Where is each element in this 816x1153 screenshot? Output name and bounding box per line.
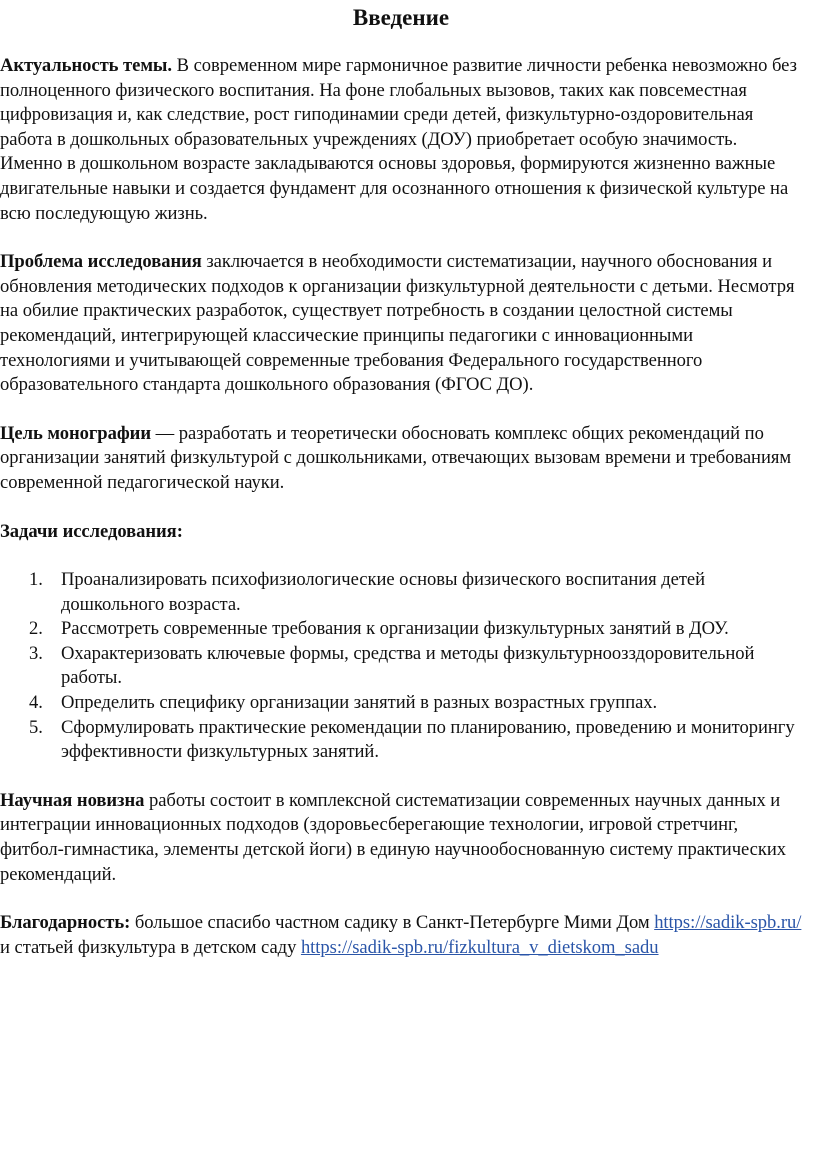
sadik-spb-link[interactable]: https://sadik-spb.ru/ bbox=[654, 912, 802, 934]
list-item bbox=[0, 617, 802, 642]
novelty-paragraph bbox=[0, 789, 802, 887]
list-item-text: Охарактеризовать ключевые формы, средства и методы физкультурноозздоровительной работы. bbox=[61, 642, 755, 689]
tasks-list bbox=[0, 568, 802, 765]
goal-text: — разработать и теоретически обосновать комплекс общих рекомендаций по организации занятий физкультурой с дошкольниками, отвечающих вызовам времени и требованиям современной педагогической науки. bbox=[0, 422, 792, 493]
list-item bbox=[0, 691, 802, 716]
novelty-label: Научная новизна bbox=[0, 789, 145, 811]
list-item bbox=[0, 568, 802, 617]
list-item-text: Определить специфику организации занятий в разных возрастных группах. bbox=[61, 692, 658, 714]
problem-paragraph bbox=[0, 250, 802, 398]
thanks-paragraph bbox=[0, 911, 802, 960]
goal-label: Цель монографии bbox=[0, 422, 151, 444]
list-item-number: 5. bbox=[29, 716, 43, 738]
relevance-text: В современном мире гармоничное развитие личности ребенка невозможно без полноценного физического воспитания. На фоне глобальных вызовов, таких как повсеместная цифровизация и, как следствие, рост гиподинамии среди детей, физкультурно-оздоровительная работа в дошкольных образовательных учреждениях (ДОУ) приобретает особую значимость. Именно в дошкольном возрасте закладываются основы здоровья, формируются жизненно важные двигательные навыки и создается фундамент для осознанного отношения к физической культуре на всю последующую жизнь. bbox=[0, 55, 797, 224]
thanks-label: Благодарность: bbox=[0, 912, 131, 934]
list-item-text: Сформулировать практические рекомендации по планированию, проведению и мониторингу эффективности физкультурных занятий. bbox=[61, 716, 795, 763]
list-item-number: 1. bbox=[29, 569, 43, 591]
list-item-text: Рассмотреть современные требования к организации физкультурных занятий в ДОУ. bbox=[61, 618, 729, 640]
list-item-text: Проанализировать психофизиологические основы физического воспитания детей дошкольного возраста. bbox=[61, 569, 706, 615]
problem-label: Проблема исследования bbox=[0, 251, 202, 273]
thanks-text-before: большое спасибо частном садику в Санкт-Петербурге Мими Дом bbox=[130, 912, 655, 934]
tasks-heading-label: Задачи исследования: bbox=[0, 520, 183, 542]
list-item-number: 4. bbox=[29, 692, 43, 714]
relevance-label: Актуальность темы. bbox=[0, 55, 173, 76]
list-item bbox=[0, 642, 802, 691]
list-item-number: 3. bbox=[29, 642, 43, 664]
tasks-heading bbox=[0, 520, 802, 545]
thanks-text-middle: и статьей физкультура в детском саду bbox=[0, 936, 301, 958]
relevance-paragraph bbox=[0, 54, 802, 226]
page-title: Введение bbox=[352, 5, 450, 30]
list-item bbox=[0, 716, 802, 765]
list-item-number: 2. bbox=[29, 618, 43, 640]
fizkultura-article-link[interactable]: https://sadik-spb.ru/fizkultura_v_dietskom_sadu bbox=[300, 936, 659, 958]
goal-paragraph bbox=[0, 422, 802, 496]
novelty-text: работы состоит в комплексной систематизации современных научных данных и интеграции инновационных подходов (здоровьесберегающие технологии, игровой стретчинг, фитбол-гимнастика, элементы детской йоги) в единую научнообоснованную систему практических рекомендаций. bbox=[0, 789, 787, 885]
problem-text: заключается в необходимости систематизации, научного обоснования и обновления методических подходов к организации физкультурной деятельности с детьми. Несмотря на обилие практических разработок, существует потребность в создании целостной системы рекомендаций, интегрирующей классические принципы педагогики с инновационными технологиями и учитывающей современные требования Федерального государственного образовательного стандарта дошкольного образования (ФГОС ДО). bbox=[0, 251, 795, 396]
